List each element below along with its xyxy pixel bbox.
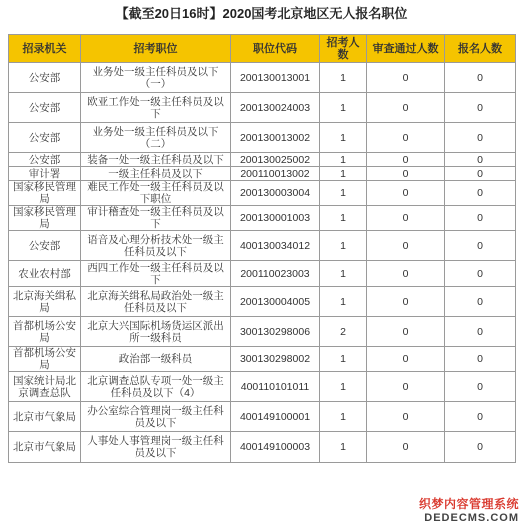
applied-cell: 0 [445, 402, 516, 432]
recruit-cell: 1 [320, 261, 367, 287]
passed-cell: 0 [367, 372, 445, 402]
table-row [9, 317, 516, 347]
recruit-cell: 1 [320, 402, 367, 432]
table-body [9, 63, 516, 463]
applied-cell: 0 [445, 206, 516, 231]
table-row [9, 402, 516, 432]
passed-cell: 0 [367, 93, 445, 123]
position-cell: 办公室综合管理岗一级主任科员及以下 [81, 402, 231, 432]
position-cell: 人事处人事管理岗一级主任科员及以下 [81, 432, 231, 463]
dept-cell: 国家移民管理局 [9, 181, 81, 206]
position-cell: 难民工作处一级主任科员及以下职位 [81, 181, 231, 206]
header-dept: 招录机关 [9, 35, 81, 63]
code-cell: 400149100001 [231, 402, 320, 432]
passed-cell: 0 [367, 181, 445, 206]
table-row [9, 287, 516, 317]
dept-cell: 北京市气象局 [9, 402, 81, 432]
applied-cell: 0 [445, 63, 516, 93]
table-row [9, 167, 516, 181]
passed-cell: 0 [367, 432, 445, 463]
applied-cell: 0 [445, 347, 516, 372]
position-cell: 欧亚工作处一级主任科员及以下 [81, 93, 231, 123]
dept-cell: 公安部 [9, 63, 81, 93]
code-cell: 200130003004 [231, 181, 320, 206]
dept-cell: 公安部 [9, 123, 81, 153]
passed-cell: 0 [367, 153, 445, 167]
position-cell: 西四工作处一级主任科员及以下 [81, 261, 231, 287]
applied-cell: 0 [445, 372, 516, 402]
table-header-row [9, 35, 516, 63]
dept-cell: 首都机场公安局 [9, 317, 81, 347]
code-cell: 300130298002 [231, 347, 320, 372]
applied-cell: 0 [445, 317, 516, 347]
code-cell: 400149100003 [231, 432, 320, 463]
table-row [9, 432, 516, 463]
page-title: 【截至20日16时】2020国考北京地区无人报名职位 [115, 6, 408, 21]
recruit-cell: 1 [320, 153, 367, 167]
recruit-cell: 1 [320, 231, 367, 261]
dept-cell: 农业农村部 [9, 261, 81, 287]
code-cell: 400110101011 [231, 372, 320, 402]
recruit-cell: 1 [320, 63, 367, 93]
position-cell: 审计稽查处一级主任科员及以下 [81, 206, 231, 231]
table-row [9, 261, 516, 287]
code-cell: 200110013002 [231, 167, 320, 181]
positions-table [8, 34, 516, 463]
code-cell: 200130013001 [231, 63, 320, 93]
passed-cell: 0 [367, 123, 445, 153]
table-row [9, 231, 516, 261]
applied-cell: 0 [445, 93, 516, 123]
header-passed: 审查通过人数 [367, 35, 445, 63]
code-cell: 200130025002 [231, 153, 320, 167]
recruit-cell: 1 [320, 123, 367, 153]
recruit-cell: 1 [320, 93, 367, 123]
recruit-cell: 1 [320, 347, 367, 372]
watermark-cn: 织梦内容管理系统 [418, 497, 519, 511]
passed-cell: 0 [367, 402, 445, 432]
watermark-en: DEDECMS.COM [424, 512, 519, 524]
table-row [9, 181, 516, 206]
table-row [9, 93, 516, 123]
table-row [9, 123, 516, 153]
header-recruit: 招考人数 [320, 35, 367, 63]
passed-cell: 0 [367, 261, 445, 287]
code-cell: 200130024003 [231, 93, 320, 123]
header-position: 招考职位 [81, 35, 231, 63]
recruit-cell: 1 [320, 432, 367, 463]
code-cell: 200130001003 [231, 206, 320, 231]
applied-cell: 0 [445, 167, 516, 181]
position-cell: 语音及心理分析技术处一级主任科员及以下 [81, 231, 231, 261]
position-cell: 政治部一级科员 [81, 347, 231, 372]
code-cell: 400130034012 [231, 231, 320, 261]
dept-cell: 北京海关缉私局 [9, 287, 81, 317]
watermark-logo [419, 495, 519, 524]
table-row [9, 206, 516, 231]
table-row [9, 63, 516, 93]
header-applied: 报名人数 [445, 35, 516, 63]
applied-cell: 0 [445, 287, 516, 317]
passed-cell: 0 [367, 347, 445, 372]
passed-cell: 0 [367, 167, 445, 181]
position-cell: 北京调查总队专项一处一级主任科员及以下（4） [81, 372, 231, 402]
table-row [9, 153, 516, 167]
applied-cell: 0 [445, 432, 516, 463]
code-cell: 300130298006 [231, 317, 320, 347]
dept-cell: 公安部 [9, 153, 81, 167]
passed-cell: 0 [367, 231, 445, 261]
applied-cell: 0 [445, 231, 516, 261]
code-cell: 200130004005 [231, 287, 320, 317]
dept-cell: 北京市气象局 [9, 432, 81, 463]
recruit-cell: 2 [320, 317, 367, 347]
recruit-cell: 1 [320, 206, 367, 231]
dept-cell: 公安部 [9, 231, 81, 261]
applied-cell: 0 [445, 261, 516, 287]
position-cell: 北京大兴国际机场货运区派出所一级科员 [81, 317, 231, 347]
code-cell: 200110023003 [231, 261, 320, 287]
table-row [9, 372, 516, 402]
applied-cell: 0 [445, 181, 516, 206]
dept-cell: 首都机场公安局 [9, 347, 81, 372]
recruit-cell: 1 [320, 181, 367, 206]
passed-cell: 0 [367, 287, 445, 317]
recruit-cell: 1 [320, 167, 367, 181]
recruit-cell: 1 [320, 372, 367, 402]
applied-cell: 0 [445, 123, 516, 153]
passed-cell: 0 [367, 317, 445, 347]
position-cell: 业务处一级主任科员及以下（一） [81, 63, 231, 93]
header-code: 职位代码 [231, 35, 320, 63]
applied-cell: 0 [445, 153, 516, 167]
dept-cell: 审计署 [9, 167, 81, 181]
position-cell: 一级主任科员及以下 [81, 167, 231, 181]
passed-cell: 0 [367, 63, 445, 93]
dept-cell: 国家统计局北京调查总队 [9, 372, 81, 402]
dept-cell: 国家移民管理局 [9, 206, 81, 231]
recruit-cell: 1 [320, 287, 367, 317]
passed-cell: 0 [367, 206, 445, 231]
code-cell: 200130013002 [231, 123, 320, 153]
position-cell: 北京海关缉私局政治处一级主任科员及以下 [81, 287, 231, 317]
dept-cell: 公安部 [9, 93, 81, 123]
position-cell: 业务处一级主任科员及以下（二） [81, 123, 231, 153]
table-row [9, 347, 516, 372]
position-cell: 装备一处一级主任科员及以下 [81, 153, 231, 167]
